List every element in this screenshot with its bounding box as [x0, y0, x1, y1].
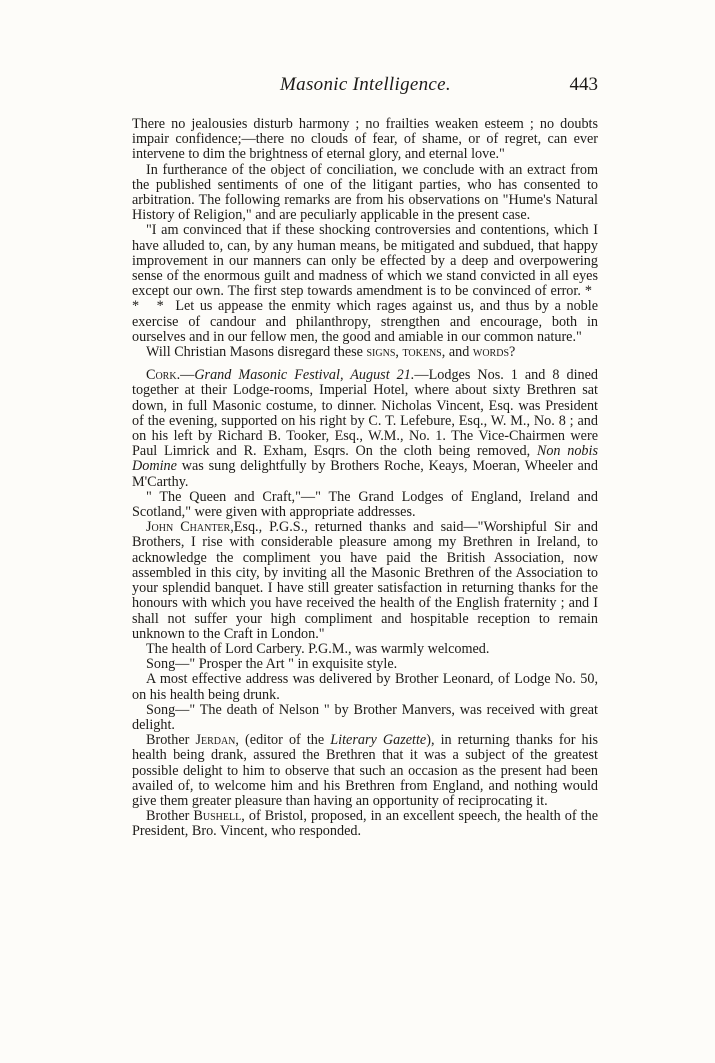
paragraph-chanter-speech — [132, 520, 598, 642]
running-title: Masonic Intelligence. — [280, 74, 451, 95]
page-header — [133, 74, 598, 102]
jerdan-text-c: ), in returning thanks for his health being drank, assured the Brethren that it was a subject of the greatest possible delight to him to observe that such an occasion as the present had been availed of, to welcome him and his Brethren from England, and nothing would give them greater pleasure than having an opportunity of reciprocating it. — [132, 732, 599, 809]
asterism: * * * — [132, 283, 598, 315]
place-dash: — — [180, 367, 195, 384]
paragraph-leonard: A most effective address was delivered by Brother Leonard, of Lodge No. 50, on his health being drunk. — [132, 671, 598, 703]
bushell-text-b: of Bristol, proposed, in an excellent speech, the health of the President, Bro. Vincent, who responded. — [132, 808, 599, 840]
jerdan-name: Jerdan, — [195, 732, 239, 749]
paragraph-quote-end: There no jealousies disturb harmony ; no frailties weaken esteem ; no doubts impair confidence;—there no clouds of fear, of shame, or of regret, can ever intervene to dim the brightness of eternal glory, and eternal love." — [132, 116, 598, 163]
paragraph-toasts: " The Queen and Craft,"—" The Grand Lodges of England, Ireland and Scotland," were given with appropriate addresses. — [132, 488, 598, 521]
extract-text-b: Let us appease the enmity which rages against us, and thus by a noble exercise of candour and philanthropy, strengthen and encourage, both in ourselves and in our fellow men, the good and amiable in our common nature." — [132, 298, 599, 345]
paragraph-carbery: The health of Lord Carbery. P.G.M., was warmly welcomed. — [146, 640, 490, 657]
paragraph-song-prosper: Song—" Prosper the Art " in exquisite style. — [146, 656, 398, 673]
body-text — [132, 117, 598, 840]
publication-title: Literary Gazette — [330, 732, 427, 749]
paragraph-song-nelson: Song—" The death of Nelson " by Brother Manvers, was received with great delight. — [132, 701, 598, 733]
word-words: words? — [472, 344, 516, 361]
jerdan-text-a: Brother — [146, 732, 190, 749]
speaker-name: John Chanter, — [146, 519, 234, 536]
page-number: 443 — [569, 74, 598, 95]
bushell-text-a: Brother — [146, 808, 190, 825]
festival-text-a: —Lodges Nos. 1 and 8 dined together at their Lodge-rooms, Imperial Hotel, where about sixty Brethren sat down, in full Masonic costume, to dinner. Nicholas Vincent, Esq. was President of the evening, supported on his right by C. T. Lefebure, Esq., W. M., No. 8 ; and on his left by Richard B. Tooker, Esq., W.M., No. 1. The Vice-Chairmen were Paul Limrick and R. Exham, Esqrs. On the cloth being removed, — [132, 367, 599, 460]
question-text: Will Christian Masons disregard these — [146, 344, 363, 361]
latin-title: Non nobis Domine — [132, 443, 598, 475]
jerdan-text-b: (editor of the — [245, 732, 325, 749]
extract-text-a: "I am convinced that if these shocking controversies and contentions, which I have alluded to, can, by any human means, be mitigated and subdued, that happy improvement in our manners can only be effected by a deep and overpowering sense of the enormous guilt and madness of which we stand convicted in all eyes except our own. The first step towards amendment is to be convinced of error. — [132, 222, 598, 300]
place-name: Cork. — [146, 367, 181, 384]
festival-text-b: was sung delightfully by Brothers Roche, Keays, Moeran, Wheeler and M'Carthy. — [132, 458, 598, 490]
bushell-name: Bushell, — [193, 808, 245, 825]
paragraph-hume-extract — [132, 223, 598, 345]
paragraph-jerdan — [132, 733, 598, 809]
paragraph-bushell — [132, 809, 598, 839]
paragraph-conciliation: In furtherance of the object of conciliation, we conclude with an extract from the published sentiments of one of the litigant parties, who has consented to arbitration. The following remarks are from his observations on "Hume's Natural History of Religion," and are peculiarly applicable in the present case. — [132, 161, 598, 224]
word-signs: signs, — [366, 344, 399, 361]
event-title: Grand Masonic Festival, August 21. — [194, 367, 415, 384]
word-and: and — [448, 344, 470, 361]
speech-text: Esq., P.G.S., returned thanks and said—"Worshipful Sir and Brothers, I rise with considerable pleasure among my Brethren in Ireland, to acknowledge the compliment you have paid the British Association, now assembled in this city, by inviting all the Masonic Brethren of the Association to your splendid banquet. I have still greater satisfaction in returning thanks for the honours with which you have received the health of the English fraternity ; and I shall not suffer your high compliment and hospitable reception to remain unknown to the Craft in London." — [132, 519, 598, 642]
word-tokens: tokens, — [402, 344, 446, 361]
paragraph-cork-festival — [132, 368, 598, 490]
paragraph-question — [132, 345, 598, 360]
